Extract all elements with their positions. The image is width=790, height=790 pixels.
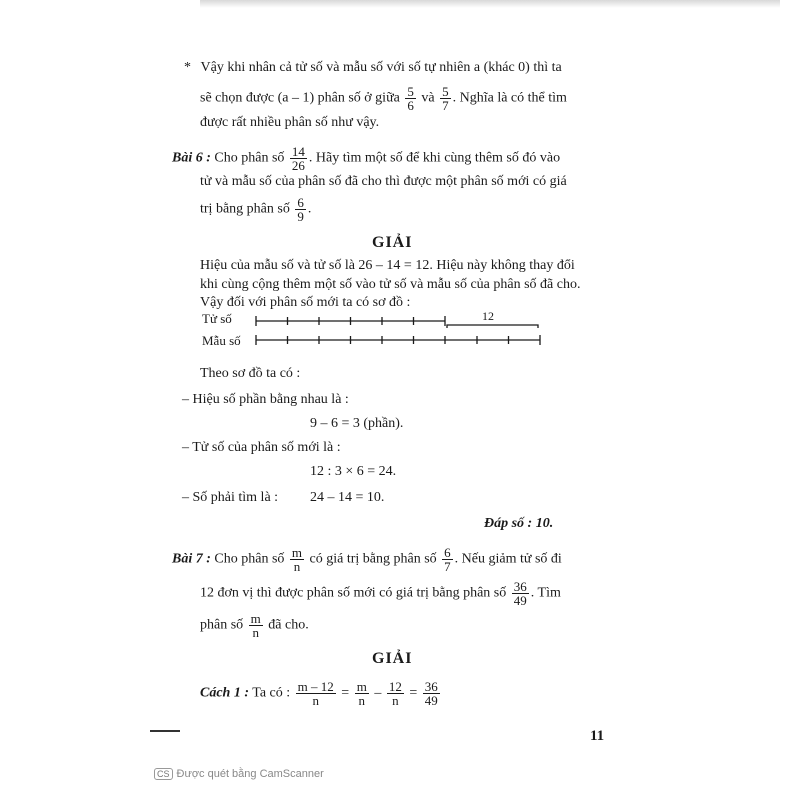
cach1-line — [200, 680, 442, 707]
bai7-text-3-post: đã cho. — [268, 617, 309, 633]
fraction-36-49: $\frac{36}{49}$ — [513, 579, 527, 608]
bai6-label: Bài 6 : — [172, 150, 211, 166]
cach1-label: Cách 1 : — [200, 685, 249, 701]
brace-value: 12 — [482, 309, 494, 323]
bai7-label: Bài 7 : — [172, 551, 211, 567]
giai-heading-2: GIẢI — [372, 650, 413, 667]
note-text-1: Vậy khi nhân cả tử số và mẫu số với số tự nhiên a (khác 0) thì ta — [200, 60, 562, 75]
difference-brace — [447, 325, 538, 328]
bai7-text-2-post: . Tìm — [530, 585, 561, 601]
bai7-text-1-pre: Cho phân số — [214, 551, 285, 567]
scanner-watermark — [154, 768, 324, 780]
minus-sign: – — [374, 685, 382, 701]
bai7-text-3-pre: phân số — [200, 617, 244, 633]
sol6-calc-2: 12 : 3 × 6 = 24. — [310, 464, 397, 479]
sol6-item-1: – Hiệu số phần bằng nhau là : — [182, 392, 349, 407]
sol6-item-3: – Số phải tìm là : — [182, 490, 279, 505]
page-edge-shadow — [200, 0, 780, 8]
bai7-text-2-pre: 12 đơn vị thì được phân số mới có giá trị bằng phân số — [200, 585, 507, 601]
fraction-6-9: $\frac{6}{9}$ — [297, 195, 304, 224]
sol6-item-2: – Tử số của phân số mới là : — [182, 440, 341, 455]
cach1-pre: Ta có : — [252, 685, 291, 701]
bai6-line-2: tử và mẫu số của phân số đã cho thì được một phân số mới có giá — [200, 174, 567, 189]
sol6-calc-3: 24 – 14 = 10. — [310, 490, 385, 505]
bai6-text-1-pre: Cho phân số — [214, 150, 285, 166]
note-line-3: được rất nhiều phân số như vậy. — [200, 115, 380, 130]
fraction-5-7: $\frac{5}{7}$ — [442, 84, 449, 113]
bai7-text-1-post: . Nếu giảm tử số đi — [454, 551, 562, 567]
bai7-line-2 — [200, 580, 561, 607]
bai7-line-1 — [172, 546, 562, 573]
fraction-5-6: $\frac{5}{6}$ — [407, 84, 414, 113]
page-number: 11 — [590, 728, 605, 744]
fraction-m-minus-12-n: $\frac{m - 12}{n}$ — [297, 679, 334, 708]
diagram-numerator-label: Tử số — [202, 311, 232, 326]
fraction-m-n-2: $\frac{m}{n}$ — [250, 611, 261, 640]
fraction-m-n-3: $\frac{m}{n}$ — [356, 679, 367, 708]
note-text-2-post: . Nghĩa là có thể tìm — [452, 90, 567, 106]
bai6-line-1 — [172, 145, 560, 172]
bai6-text-3-post: . — [307, 201, 312, 217]
answer-text: Đáp số : 10. — [484, 516, 554, 531]
camscanner-icon: CS — [154, 768, 173, 780]
fraction-m-n: $\frac{m}{n}$ — [291, 545, 303, 574]
bai6-text-3-pre: trị bằng phân số — [200, 201, 290, 217]
bai7-line-3 — [200, 612, 309, 639]
bai7-text-1-mid: có giá trị bằng phân số — [309, 551, 437, 567]
bai6-line-3 — [200, 196, 311, 223]
diagram-denominator-label: Mẫu số — [202, 333, 241, 348]
sol6-theo: Theo sơ đồ ta có : — [200, 366, 301, 381]
segment-diagram — [250, 308, 550, 350]
sol6-line-1: Hiệu của mẫu số và tử số là 26 – 14 = 12. Hiệu này không thay đổi — [200, 258, 575, 273]
equals-sign-2: = — [409, 685, 418, 701]
bai6-text-1-post: . Hãy tìm một số để khi cùng thêm số đó vào — [308, 150, 561, 166]
page-edge-mark — [150, 730, 180, 732]
fraction-6-7: $\frac{6}{7}$ — [444, 545, 451, 574]
equals-sign: = — [341, 685, 350, 701]
fraction-12-n: $\frac{12}{n}$ — [388, 679, 402, 708]
sol6-answer — [484, 516, 553, 532]
giai-heading-1: GIẢI — [372, 234, 413, 251]
fraction-36-49-2: $\frac{36}{49}$ — [424, 679, 438, 708]
watermark-text: Được quét bằng CamScanner — [176, 768, 324, 780]
note-text-2-mid: và — [421, 90, 435, 106]
fraction-14-26: $\frac{14}{26}$ — [291, 144, 305, 173]
note-line-2 — [200, 85, 567, 112]
note-line-1 — [184, 60, 562, 76]
sol6-line-3: Vậy đối với phân số mới ta có sơ đồ : — [200, 295, 411, 310]
note-text-2-pre: sẽ chọn được (a – 1) phân số ở giữa — [200, 90, 400, 106]
note-bullet: * — [184, 60, 191, 75]
sol6-calc-1: 9 – 6 = 3 (phần). — [310, 416, 404, 431]
sol6-line-2: khi cùng cộng thêm một số vào tử số và mẫu số của phân số đã cho. — [200, 277, 581, 292]
